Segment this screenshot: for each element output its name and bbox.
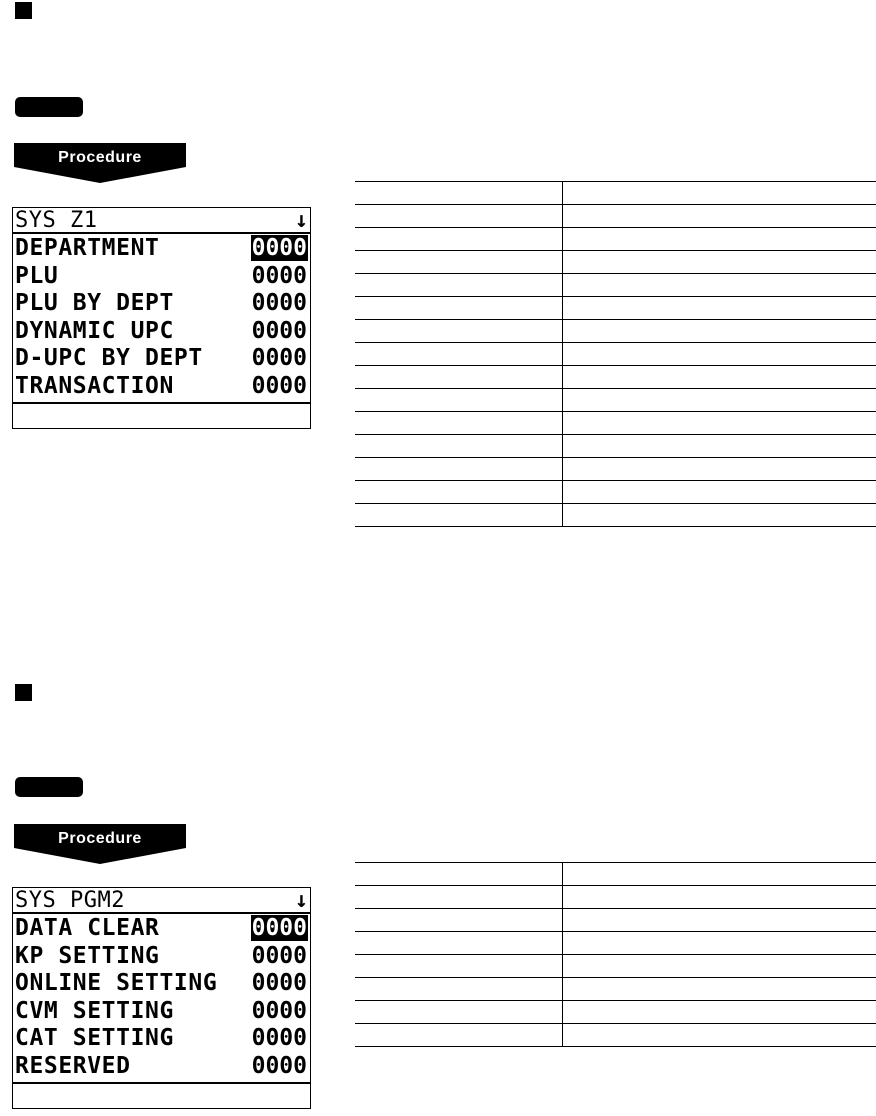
table-row	[355, 182, 876, 205]
menu-row-label: DATA CLEAR	[15, 915, 160, 941]
table-row	[355, 458, 876, 481]
menu-row-kp-setting[interactable]	[13, 942, 310, 970]
menu-row-value: 0000	[251, 235, 307, 261]
menu-row-value: 0000	[251, 1052, 307, 1079]
section-1-step-tag	[15, 97, 83, 117]
menu-row-data-clear[interactable]	[13, 914, 310, 942]
menu-row-value: 0000	[251, 372, 307, 399]
menu-row-value: 0000	[251, 997, 307, 1024]
table-row	[355, 274, 876, 297]
menu-row-value: 0000	[251, 1025, 307, 1052]
section-2-display-screen	[12, 887, 311, 1109]
menu-row-label: D-UPC BY DEPT	[15, 345, 203, 372]
menu-row-label: DEPARTMENT	[15, 235, 160, 261]
menu-row-reserved[interactable]	[13, 1052, 310, 1080]
menu-row-label: PLU	[15, 262, 59, 289]
section-2-display-status-bar	[13, 1082, 310, 1108]
menu-row-d-upc-by-dept[interactable]	[13, 344, 310, 372]
table-row	[355, 297, 876, 320]
table-row	[355, 932, 876, 955]
section-2-procedure-label: Procedure	[58, 830, 142, 847]
menu-row-transaction[interactable]	[13, 372, 310, 400]
table-row	[355, 366, 876, 389]
table-row	[355, 205, 876, 228]
table-row	[355, 955, 876, 978]
table-row	[355, 343, 876, 366]
menu-row-label: KP SETTING	[15, 942, 160, 969]
menu-row-value: 0000	[251, 290, 307, 317]
table-row	[355, 389, 876, 412]
table-row	[355, 435, 876, 458]
table-row	[355, 978, 876, 1001]
menu-row-cat-setting[interactable]	[13, 1024, 310, 1052]
menu-row-plu[interactable]	[13, 262, 310, 290]
section-1-display-title-bar	[13, 208, 310, 234]
section-1-display-status-bar	[13, 402, 310, 428]
table-row	[355, 1001, 876, 1024]
menu-row-label: PLU BY DEPT	[15, 290, 174, 317]
table-row	[355, 504, 876, 527]
menu-row-label: TRANSACTION	[15, 372, 174, 399]
menu-row-label: RESERVED	[15, 1052, 131, 1079]
table-row	[355, 251, 876, 274]
section-1-procedure-banner	[14, 143, 186, 185]
menu-row-value: 0000	[251, 345, 307, 372]
menu-row-dynamic-upc[interactable]	[13, 317, 310, 345]
section-1-blank-table	[355, 181, 876, 527]
scroll-down-arrow-icon: ↓	[294, 888, 308, 913]
section-2-procedure-banner	[14, 824, 186, 866]
menu-row-label: ONLINE SETTING	[15, 970, 218, 997]
section-1-procedure-label: Procedure	[58, 149, 142, 166]
section-2-display-title: SYS PGM2	[15, 888, 125, 913]
table-row	[355, 320, 876, 343]
menu-row-value: 0000	[251, 262, 307, 289]
section-1-display-title: SYS Z1	[15, 208, 98, 233]
table-row	[355, 909, 876, 932]
table-row	[355, 886, 876, 909]
section-2-display-title-bar	[13, 888, 310, 914]
menu-row-online-setting[interactable]	[13, 969, 310, 997]
section-1-bullet-icon	[15, 2, 32, 19]
table-row	[355, 481, 876, 504]
menu-row-department[interactable]	[13, 234, 310, 262]
menu-row-value: 0000	[251, 317, 307, 344]
table-row	[355, 863, 876, 886]
table-row	[355, 412, 876, 435]
menu-row-label: CAT SETTING	[15, 1025, 174, 1052]
section-2-step-tag	[15, 777, 83, 797]
menu-row-label: CVM SETTING	[15, 997, 174, 1024]
table-row	[355, 228, 876, 251]
menu-row-value: 0000	[251, 915, 307, 941]
section-1-display-screen	[12, 207, 311, 429]
table-row	[355, 1024, 876, 1047]
menu-row-value: 0000	[251, 942, 307, 969]
menu-row-label: DYNAMIC UPC	[15, 317, 174, 344]
menu-row-plu-by-dept[interactable]	[13, 289, 310, 317]
menu-row-value: 0000	[251, 970, 307, 997]
menu-row-cvm-setting[interactable]	[13, 997, 310, 1025]
scroll-down-arrow-icon: ↓	[294, 208, 308, 233]
section-2-blank-table	[355, 862, 876, 1047]
section-2-bullet-icon	[15, 684, 32, 701]
